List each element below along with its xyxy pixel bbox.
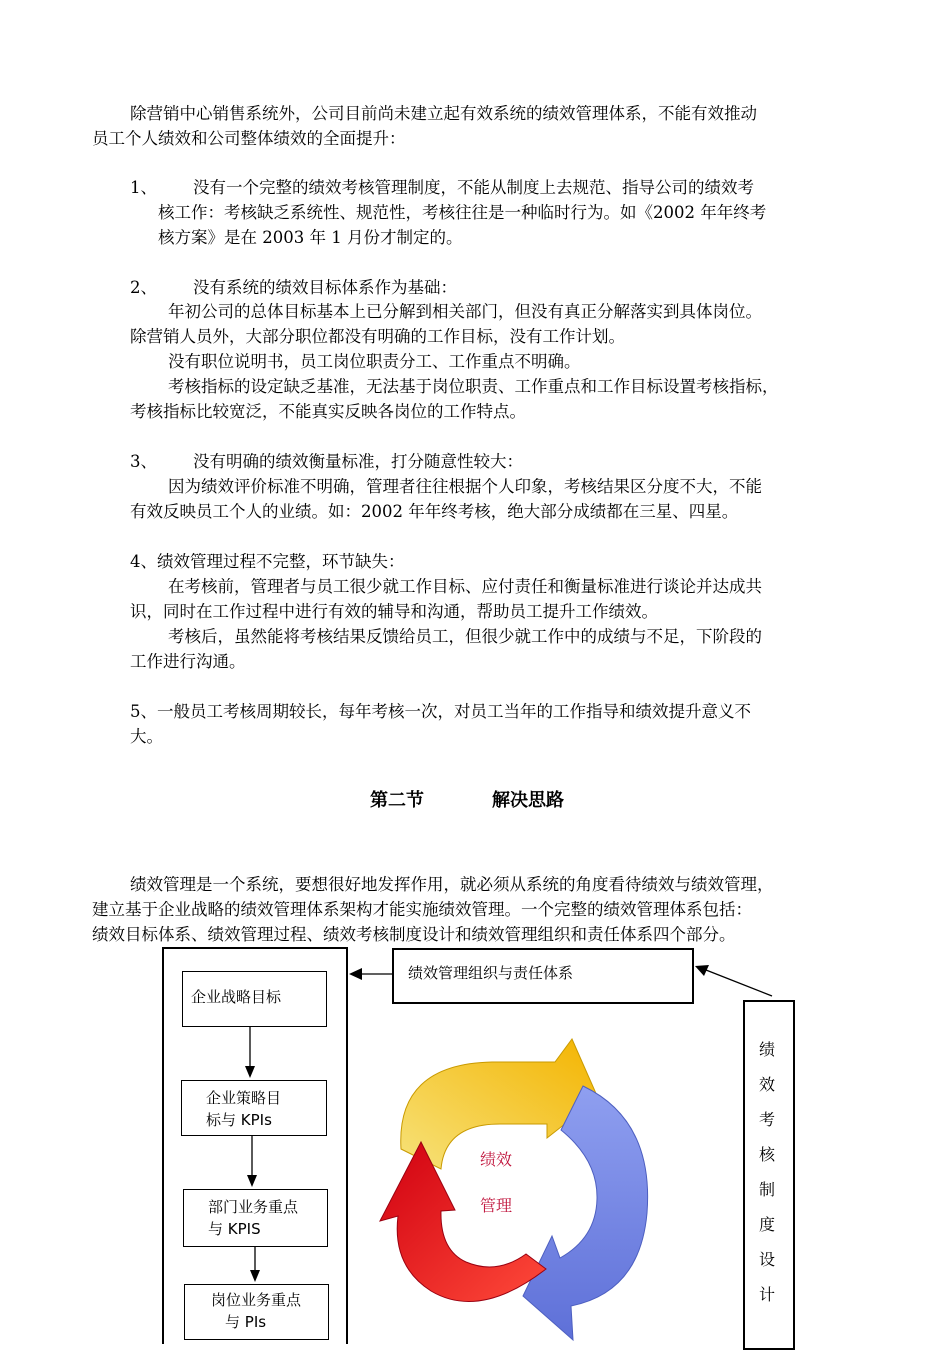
body-line-3: 绩效目标体系、绩效管理过程、绩效考核制度设计和绩效管理组织和责任体系四个部分。 (92, 925, 736, 944)
item1-line-2: 核工作：考核缺乏系统性、规范性，考核往往是一种临时行为。如《2002 年年终考 (158, 203, 767, 222)
position-pi-label-2: 与 PIs (225, 1313, 267, 1331)
item4-p1-line-2: 识，同时在工作过程中进行有效的辅导和沟通，帮助员工提升工作绩效。 (130, 602, 658, 621)
flow-arrowhead-1 (245, 1066, 255, 1078)
cycle-arrow-red (380, 1142, 546, 1302)
item3-title: 没有明确的绩效衡量标准，打分随意性较大： (193, 452, 523, 471)
cycle-label-2: 管理 (480, 1196, 513, 1215)
strategy-goal-box (182, 971, 327, 1027)
item2-p3-line-2: 考核指标比较宽泛，不能真实反映各岗位的工作特点。 (130, 402, 526, 421)
department-kpi-label-2: 与 KPIS (208, 1220, 261, 1238)
strategic-kpi-box (181, 1080, 327, 1136)
item2-number: 2、 (130, 278, 157, 297)
section-title: 解决思路 (492, 790, 564, 811)
item1-line-1: 没有一个完整的绩效考核管理制度，不能从制度上去规范、指导公司的绩效考 (193, 178, 754, 197)
item2-p1-line-2: 除营销人员外，大部分职位都没有明确的工作目标，没有工作计划。 (130, 327, 625, 346)
org-responsibility-box (392, 948, 694, 1004)
appraisal-char-4: 核 (759, 1145, 776, 1164)
item4-p2-line-2: 工作进行沟通。 (130, 652, 246, 671)
appraisal-char-7: 设 (759, 1250, 776, 1269)
department-kpi-label-1: 部门业务重点 (208, 1198, 299, 1216)
item2-p3-line-1: 考核指标的设定缺乏基准，无法基于岗位职责、工作重点和工作目标设置考核指标， (168, 377, 779, 396)
item1-number: 1、 (130, 178, 157, 197)
appraisal-char-3: 考 (759, 1110, 776, 1129)
strategic-kpi-label-2: 标与 KPIs (206, 1111, 272, 1129)
org-to-frame-arrowhead (349, 968, 362, 980)
item1-line-3: 核方案》是在 2003 年 1 月份才制定的。 (158, 228, 463, 247)
item2-p2: 没有职位说明书，员工岗位职责分工、工作重点不明确。 (168, 352, 581, 371)
appraisal-char-6: 度 (759, 1215, 776, 1234)
flow-arrowhead-2 (247, 1175, 257, 1187)
department-kpi-box (183, 1189, 328, 1247)
item5-line-2: 大。 (130, 727, 163, 746)
org-responsibility-label: 绩效管理组织与责任体系 (408, 964, 574, 982)
section-number: 第二节 (370, 790, 424, 811)
flow-arrowhead-3 (250, 1270, 260, 1282)
item4-p1-line-1: 在考核前，管理者与员工很少就工作目标、应付责任和衡量标准进行谈论并达成共 (168, 577, 762, 596)
item3-line-2: 有效反映员工个人的业绩。如：2002 年年终考核，绝大部分成绩都在三星、四星。 (130, 502, 739, 521)
position-pi-box (184, 1284, 329, 1340)
strategy-goal-label: 企业战略目标 (191, 988, 282, 1006)
item2-p1-line-1: 年初公司的总体目标基本上已分解到相关部门，但没有真正分解落实到具体岗位。 (168, 302, 762, 321)
item2-title: 没有系统的绩效目标体系作为基础： (193, 278, 457, 297)
position-pi-label-1: 岗位业务重点 (211, 1291, 302, 1309)
intro-line-1: 除营销中心销售系统外，公司目前尚未建立起有效系统的绩效管理体系，不能有效推动 (130, 104, 757, 123)
body-line-2: 建立基于企业战略的绩效管理体系架构才能实施绩效管理。一个完整的绩效管理体系包括： (92, 900, 752, 919)
item4-title: 4、绩效管理过程不完整，环节缺失： (130, 552, 405, 571)
item3-line-1: 因为绩效评价标准不明确，管理者往往根据个人印象，考核结果区分度不大，不能 (168, 477, 762, 496)
item3-number: 3、 (130, 452, 157, 471)
item4-p2-line-1: 考核后，虽然能将考核结果反馈给员工，但很少就工作中的成绩与不足，下阶段的 (168, 627, 762, 646)
body-line-1: 绩效管理是一个系统，要想很好地发挥作用，就必须从系统的角度看待绩效与绩效管理， (130, 875, 774, 894)
appraisal-char-5: 制 (759, 1180, 776, 1199)
item5-line-1: 5、一般员工考核周期较长，每年考核一次，对员工当年的工作指导和绩效提升意义不 (130, 702, 751, 721)
appraisal-char-1: 绩 (759, 1040, 776, 1059)
appraisal-char-2: 效 (759, 1075, 776, 1094)
appraisal-char-8: 计 (759, 1285, 776, 1304)
vertical-to-org-arrow (706, 970, 772, 996)
intro-line-2: 员工个人绩效和公司整体绩效的全面提升： (92, 129, 406, 148)
cycle-label-1: 绩效 (480, 1150, 513, 1169)
strategic-kpi-label-1: 企业策略目 (206, 1089, 282, 1107)
